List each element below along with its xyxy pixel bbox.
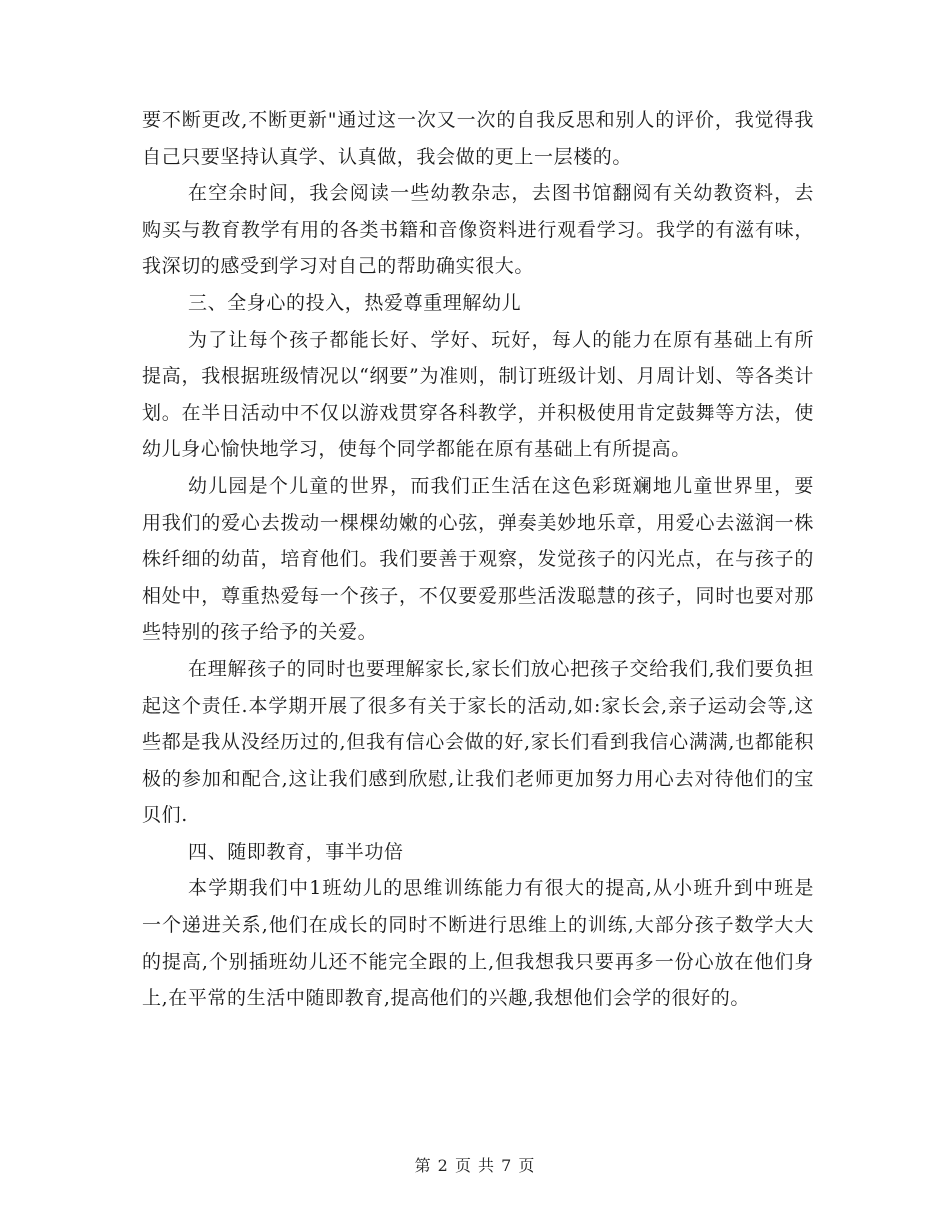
- section-heading-4: 四、随即教育，事半功倍: [188, 840, 404, 863]
- paragraph-2: 在空余时间，我会阅读一些幼教杂志，去图书馆翻阅有关幼教资料，去购买与教育教学有用的各类书籍和音像资料进行观看学习。我学的有滋有味，我深切的感受到学习对自己的帮助确实很大。: [142, 182, 814, 278]
- paragraph-6: 在理解孩子的同时也要理解家长,家长们放心把孩子交给我们,我们要负担起这个责任.本学期开展了很多有关于家长的活动,如:家长会,亲子运动会等,这些都是我从没经历过的,但我有信心会做的好,家长们看到我信心满满,也都能积极的参加和配合,这让我们感到欣慰,让我们老师更加努力用心去对待他们的宝贝们.: [142, 657, 814, 827]
- page-number-footer: 第 2 页 共 7 页: [414, 1156, 536, 1175]
- document-body: [142, 102, 814, 1017]
- paragraph-1: 要不断更改,不断更新"通过这一次又一次的自我反思和别人的评价，我觉得我自己只要坚持认真学、认真做，我会做的更上一层楼的。: [142, 109, 814, 168]
- section-heading-3: 三、全身心的投入，热爱尊重理解幼儿: [188, 291, 522, 314]
- paragraph-5: 幼儿园是个儿童的世界，而我们正生活在这色彩斑斓地儿童世界里，要用我们的爱心去拨动一棵棵幼嫩的心弦，弹奏美妙地乐章，用爱心去滋润一株株纤细的幼苗，培育他们。我们要善于观察，发觉孩子的闪光点，在与孩子的相处中，尊重热爱每一个孩子，不仅要爱那些活泼聪慧的孩子，同时也要对那些特别的孩子给予的关爱。: [142, 474, 814, 644]
- paragraph-8: 本学期我们中1班幼儿的思维训练能力有很大的提高,从小班升到中班是一个递进关系,他们在成长的同时不断进行思维上的训练,大部分孩子数学大大的提高,个别插班幼儿还不能完全跟的上,但我想我只要再多一份心放在他们身上,在平常的生活中随即教育,提高他们的兴趣,我想他们会学的很好的。: [142, 877, 814, 1010]
- paragraph-4: 为了让每个孩子都能长好、学好、玩好，每人的能力在原有基础上有所提高，我根据班级情况以“纲要”为准则，制订班级计划、月周计划、等各类计划。在半日活动中不仅以游戏贯穿各科教学，并积极使用肯定鼓舞等方法，使幼儿身心愉快地学习，使每个同学都能在原有基础上有所提高。: [142, 328, 814, 461]
